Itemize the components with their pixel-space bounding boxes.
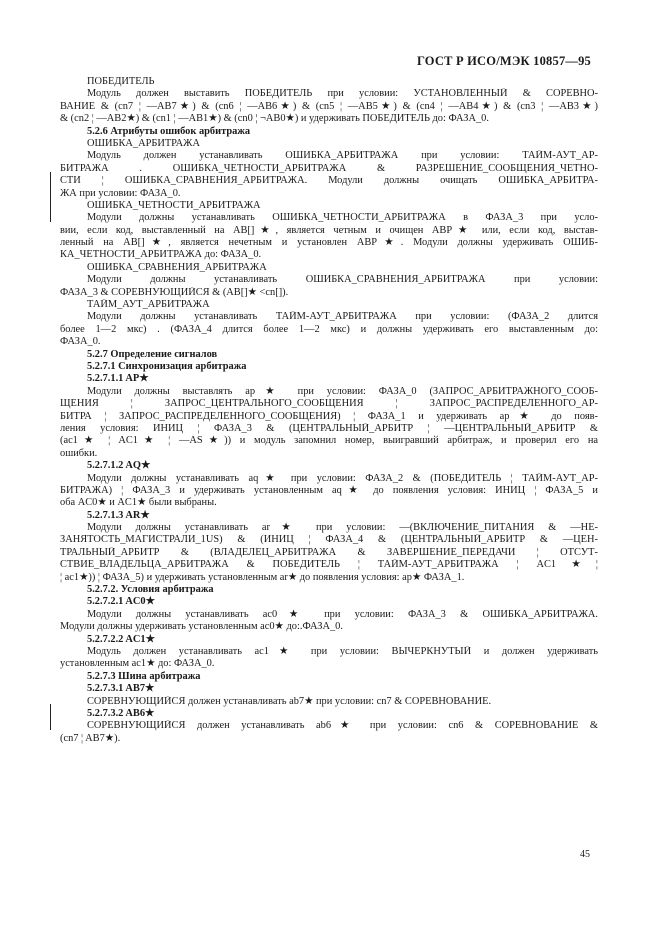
section-heading: 5.2.7.2.1 AC0★ (87, 596, 155, 608)
term-heading: ОШИБКА_СРАВНЕНИЯ_АРБИТРАЖА (87, 261, 267, 273)
text-line: ЗАНЯТОСТЬ_МАГИСТРАЛИ_1US) & (ИНИЦ ¦ ФАЗА_4 & (ЦЕНТРАЛЬНЫЙ_АРБИТР & —ЦЕН- (60, 534, 598, 546)
text-line: ошибки. (60, 447, 98, 459)
standard-header: ГОСТ Р ИСО/МЭК 10857—95 (416, 54, 591, 68)
revision-bar (50, 172, 51, 222)
text-line: Модули должны устанавливать ОШИБКА_СРАВНЕНИЯ_АРБИТРАЖА при условии: (87, 274, 598, 286)
section-heading: 5.2.7.1 Синхронизация арбитража (87, 360, 247, 372)
section-heading: 5.2.7.1.2 AQ★ (87, 460, 151, 472)
text-line: Модули должны выставлять ap★ при условии: ФАЗА_0 (ЗАПРОС_АРБИТРАЖНОГО_СООБ- (87, 385, 598, 397)
text-line: КА_ЧЕТНОСТИ_АРБИТРАЖА до: ФАЗА_0. (60, 249, 262, 261)
text-line: оба AC0★ и AC1★ были выбраны. (60, 497, 217, 509)
text-line: (ac1★ ¦ AC1★ ¦ —AS★)) и модуль запомнил номер, выигравший арбитраж, и проверил его на (60, 435, 598, 447)
section-heading: 5.2.7.1.3 AR★ (87, 509, 150, 521)
text-line: Модуль должен устанавливать ac1★ при условии: ВЫЧЕРКНУТЫЙ и должен удерживать (87, 645, 598, 657)
text-line: ления условия: ИНИЦ ¦ ФАЗА_3 & (ЦЕНТРАЛЬНЫЙ_АРБИТР ¦ —ЦЕНТРАЛЬНЫЙ_АРБИТР & (60, 422, 598, 434)
text-line: ФАЗА_3 & СОРЕВНУЮЩИЙСЯ & (AB[]★ <cn[]). (60, 286, 289, 298)
text-line: ВАНИЕ & (cn7 ¦ —AB7★) & (cn6 ¦ —AB6★) & (cn5 ¦ —AB5★) & (cn4 ¦ —AB4★) & (cn3 ¦ —AB3★) (60, 100, 598, 112)
text-line: Модули должны устанавливать ТАЙМ-АУТ_АРБИТРАЖА при условии: (ФАЗА_2 длится (87, 311, 598, 323)
text-line: & (cn2 ¦ —AB2★) & (cn1 ¦ —AB1★) & (cn0 ¦ ¬AB0★) и удерживать ПОБЕДИТЕЛЬ до: ФАЗА_0. (60, 113, 489, 125)
document-body (60, 76, 598, 745)
text-line: БИТРАЖА) ¦ ФАЗА_3 и удерживать установленным aq★ до появления условия: ИНИЦ ¦ ФАЗА_5 и (60, 484, 598, 496)
text-line: ленный на AB[]★, является нечетным и установлен ABP★. Модули должны удерживать ОШИБ- (60, 237, 598, 249)
text-line: ЩЕНИЯ ¦ ЗАПРОС_ЦЕНТРАЛЬНОГО_СООБЩЕНИЯ ¦ ЗАПРОС_РАСПРЕДЕЛЕННОГО_АР- (60, 398, 598, 410)
text-line: вии, если код, выставленный на AB[]★, является четным и очищен ABP★ или, если код, выстав- (60, 224, 598, 236)
text-line: Модули должны устанавливать ar★ при условии: —(ВКЛЮЧЕНИЕ_ПИТАНИЯ & —НЕ- (87, 522, 598, 534)
section-heading: 5.2.7.2. Условия арбитража (87, 584, 214, 596)
section-heading: 5.2.7.3.2 AB6★ (87, 707, 155, 719)
text-line: Модуль должен выставить ПОБЕДИТЕЛЬ при условии: УСТАНОВЛЕННЫЙ & СОРЕВНО- (87, 88, 598, 100)
section-heading: 5.2.7.3.1 AB7★ (87, 683, 155, 695)
term-heading: ОШИБКА_АРБИТРАЖА (87, 137, 200, 149)
text-line: более 1—2 мкс) . (ФАЗА_4 длится более 1—2 мкс) и должны удерживать его выставленным до: (60, 323, 598, 335)
text-line: СОРЕВНУЮЩИЙСЯ должен устанавливать ab7★ при условии: cn7 & СОРЕВНОВАНИЕ. (87, 695, 492, 707)
section-heading: 5.2.6 Атрибуты ошибок арбитража (87, 125, 251, 137)
text-line: СТВИЕ_ВЛАДЕЛЬЦА_АРБИТРАЖА & ПОБЕДИТЕЛЬ ¦ ТАЙМ-АУТ_АРБИТРАЖА ¦ AC1★¦ (60, 559, 598, 571)
text-line: ФАЗА_0. (60, 336, 101, 348)
text-line: установленным ac1★ до: ФАЗА_0. (60, 658, 215, 670)
text-line: БИТРАЖА . ОШИБКА_ЧЕТНОСТИ_АРБИТРАЖА & РАЗРЕШЕНИЕ_СООБЩЕНИЯ_ЧЕТНО- (60, 162, 598, 174)
text-line: ТРАЛЬНЫЙ_АРБИТР & (ВЛАДЕЛЕЦ_АРБИТРАЖА & ЗАВЕРШЕНИЕ_ПЕРЕДАЧИ ¦ ОТСУТ- (60, 546, 598, 558)
revision-bar (50, 704, 51, 730)
term-heading: ОШИБКА_ЧЕТНОСТИ_АРБИТРАЖА (87, 199, 261, 211)
text-line: Модули должны устанавливать ac0★ при условии: ФАЗА_3 & ОШИБКА_АРБИТРАЖА. (87, 608, 598, 620)
text-line: Модуль должен устанавливать ОШИБКА_АРБИТРАЖА при условии: ТАЙМ-АУТ_АР- (87, 150, 598, 162)
section-heading: 5.2.7.2.2 AC1★ (87, 633, 155, 645)
text-line: (cn7 ¦ AB7★). (60, 732, 121, 744)
section-heading: 5.2.7.3 Шина арбитража (87, 670, 201, 682)
text-line: Модули должны удерживать установленным ac0★ до:.ФАЗА_0. (60, 621, 343, 633)
section-heading: 5.2.7 Определение сигналов (87, 348, 218, 360)
section-heading: 5.2.7.1.1 AP★ (87, 373, 149, 385)
text-line: Модули должны устанавливать ОШИБКА_ЧЕТНОСТИ_АРБИТРАЖА в ФАЗА_3 при усло- (87, 212, 598, 224)
text-line: ¦ ac1★)) ¦ ФАЗА_5) и удерживать установленным ar★ до появления условия: ap★ ФАЗА_1. (60, 571, 465, 583)
text-line: ЖА при условии: ФАЗА_0. (60, 187, 181, 199)
text-line: СТИ ¦ ОШИБКА_СРАВНЕНИЯ_АРБИТРАЖА. Модули должны очищать ОШИБКА_АРБИТРА- (60, 175, 598, 187)
text-line: СОРЕВНУЮЩИЙСЯ должен устанавливать ab6★ при условии: cn6 & СОРЕВНОВАНИЕ & (87, 720, 598, 732)
text-line: Модули должны устанавливать aq★ при условии: ФАЗА_2 & (ПОБЕДИТЕЛЬ ¦ ТАЙМ-АУТ_АР- (87, 472, 598, 484)
text-line: БИТРА ¦ ЗАПРОС_РАСПРЕДЕЛЕННОГО_СООБЩЕНИЯ) ¦ ФАЗА_1 и удерживать ap★ до появ- (60, 410, 598, 422)
term-heading: ПОБЕДИТЕЛЬ (87, 76, 155, 87)
page-number: 45 (580, 849, 590, 860)
term-heading: ТАЙМ_АУТ_АРБИТРАЖА (87, 299, 210, 311)
